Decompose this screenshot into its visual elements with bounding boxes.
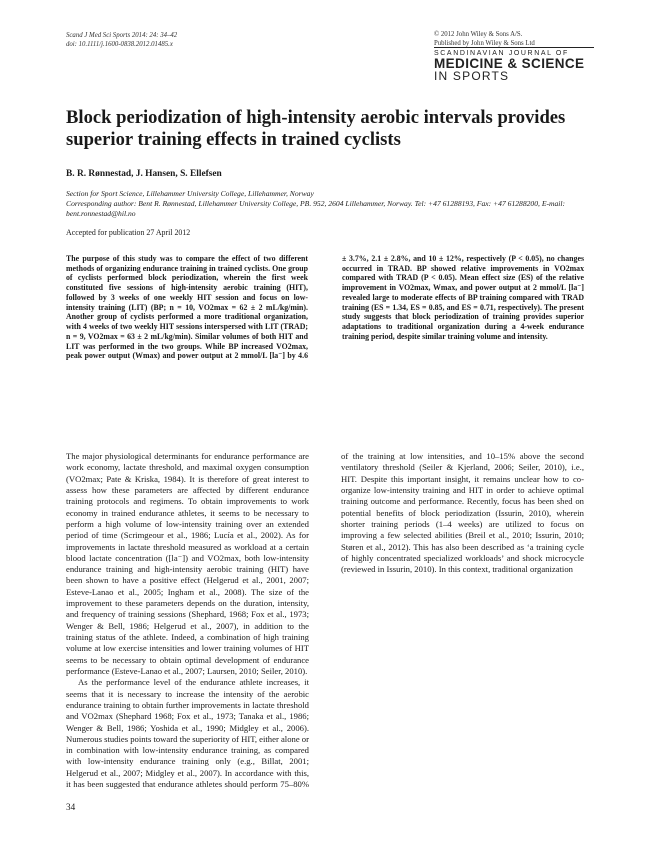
paragraph: As the performance level of the endurance athlete increases, it seems that it is necessary to increase the intensity of the aerobic endurance training to obtain further improvements in lactate threshold and VO2max (Shephard 1968; Fox et al., 1973; Tanaka et al., 1986; Wenger & Bell, 1986; Yoshida et al., 1990; Midgley et al., 2006). Numerous studies points toward the superiority of HIT, either alone or in combination with low-intensity endurance training, as compared with low-intensity endurance training only (e.g., Billat, 2001; Helgerud et al., 2007; Midgley et al., 2007). In accordance with this, it has been suggested that endurance athletes should perform 75–80% of the training at low intensities, and 10–15% above the second ventilatory threshold (Seiler & Kjerland, 2006; Seiler, 2010), i.e., HIT. Despite this important insight, it remains unclear how to co-organize low-intensity training and HIT in order to achieve optimal training outcome and performance. Recently, focus has been shed on potential benefits of block periodization (Issurin, 2010), wherein shorter training periods (1–4 weeks) are utilized to focus on improving a few selected abilities (Breil et al., 2010; Issurin, 2010; Støren et al., 2012). This has also been described as ‘a training cycle of highly concentrated specialized workloads’ and shock microcycle (reviewed in Issurin, 2010). In this context, traditional organization xyxy=(66,451,584,790)
page-number: 34 xyxy=(66,802,76,812)
affiliations xyxy=(66,189,596,219)
corresponding-author: Corresponding author: Bent R. Rønnestad, Lillehammer University College, PB. 952, 2604 Lillehammer, Norway. Tel: +47 61288193, Fax: +47 61288200, E-mail: bent.ronnestad@hil.no xyxy=(66,199,566,218)
journal-logo xyxy=(434,47,594,82)
copyright: © 2012 John Wiley & Sons A/S. xyxy=(434,31,523,38)
accepted-date: Accepted for publication 27 April 2012 xyxy=(66,228,191,237)
journal-line2: MEDICINE & SCIENCE xyxy=(434,56,585,71)
copyright-block xyxy=(434,31,594,48)
journal-line3: IN SPORTS xyxy=(434,69,510,83)
paragraph: The major physiological determinants for endurance performance are work economy, lactate threshold, and maximal oxygen consumption (VO2max; Pate & Kriska, 1984). It is therefore of great interest to assess how these parameters are affected by different endurance training protocols and regimens. To obtain improvements to work economy in trained endurance athletes, it seems to be necessary to perform a high volume of low-intensity training over an extended period of time (Scrimgeour et al., 1986; Lucía et al., 2002). As for improvements in lactate threshold measured as workload at a certain blood lactate concentration ([la⁻]) and VO2max, both low-intensity endurance training and high-intensity aerobic training (HIT) have been shown to have a positive effect (Helgerud et al., 2001, 2007; Esteve-Lanao et al., 2005; Ingham et al., 2008). The size of the improvement to these parameters depends on the duration, intensity, and frequency of training sessions (Shephard, 1968; Fox et al., 1973; Wenger & Bell, 1986; Helgerud et al., 2007), in addition to the training status of the athlete. Indeed, a combination of high training volume at low exercise intensities and lower training volumes of HIT seems to be necessary to obtain optimal development of endurance performance (Esteve-Lanao et al., 2007; Laursen, 2010; Seiler, 2010). xyxy=(66,451,309,676)
citation: Scand J Med Sci Sports 2014: 24: 34–42 xyxy=(66,32,178,39)
journal-line1: SCANDINAVIAN JOURNAL OF xyxy=(434,47,594,58)
body-text xyxy=(66,451,584,795)
abstract: The purpose of this study was to compare the effect of two different methods of organizing endurance training in trained cyclists. One group of cyclists performed block periodization, wherein the first week constituted five sessions of high-intensity aerobic training (HIT), followed by 3 weeks of one weekly HIT session and focus on low-intensity training (LIT) (BP; n = 10, VO2max = 62 ± 2 mL/kg/min). Another group of cyclists performed a more traditional organization, with 4 weeks of two weekly HIT sessions interspersed with LIT (TRAD; n = 9, VO2max = 63 ± 2 mL/kg/min). Similar volumes of both HIT and LIT was performed in the two groups. While BP increased VO2max, peak power output (Wmax) and power output at 2 mmol/L [la⁻] by 4.6 ± 3.7%, 2.1 ± 2.8%, and 10 ± 12%, respectively (P < 0.05), no changes occurred in TRAD. BP showed relative improvements in VO2max compared with TRAD (P < 0.05). Mean effect size (ES) of the relative improvement in VO2max, Wmax, and power output at 2 mmol/L [la⁻] revealed large to moderate effects of BP training compared with TRAD training (ES = 1.34, ES = 0.85, and ES = 0.71, respectively). The present study suggests that block periodization of training provides superior adaptations to traditional organization during a 4-week endurance training period, despite similar training volume and intensity. xyxy=(66,254,584,361)
affiliation: Section for Sport Science, Lillehammer University College, Lillehammer, Norway xyxy=(66,189,314,198)
doi: doi: 10.1111/j.1600-0838.2012.01485.x xyxy=(66,40,173,48)
authors: B. R. Rønnestad, J. Hansen, S. Ellefsen xyxy=(66,169,222,179)
publisher: Published by John Wiley & Sons Ltd xyxy=(434,39,535,47)
article-title: Block periodization of high-intensity aerobic intervals provides superior training effects in trained cyclists xyxy=(66,107,566,150)
running-header-citation xyxy=(66,32,177,49)
